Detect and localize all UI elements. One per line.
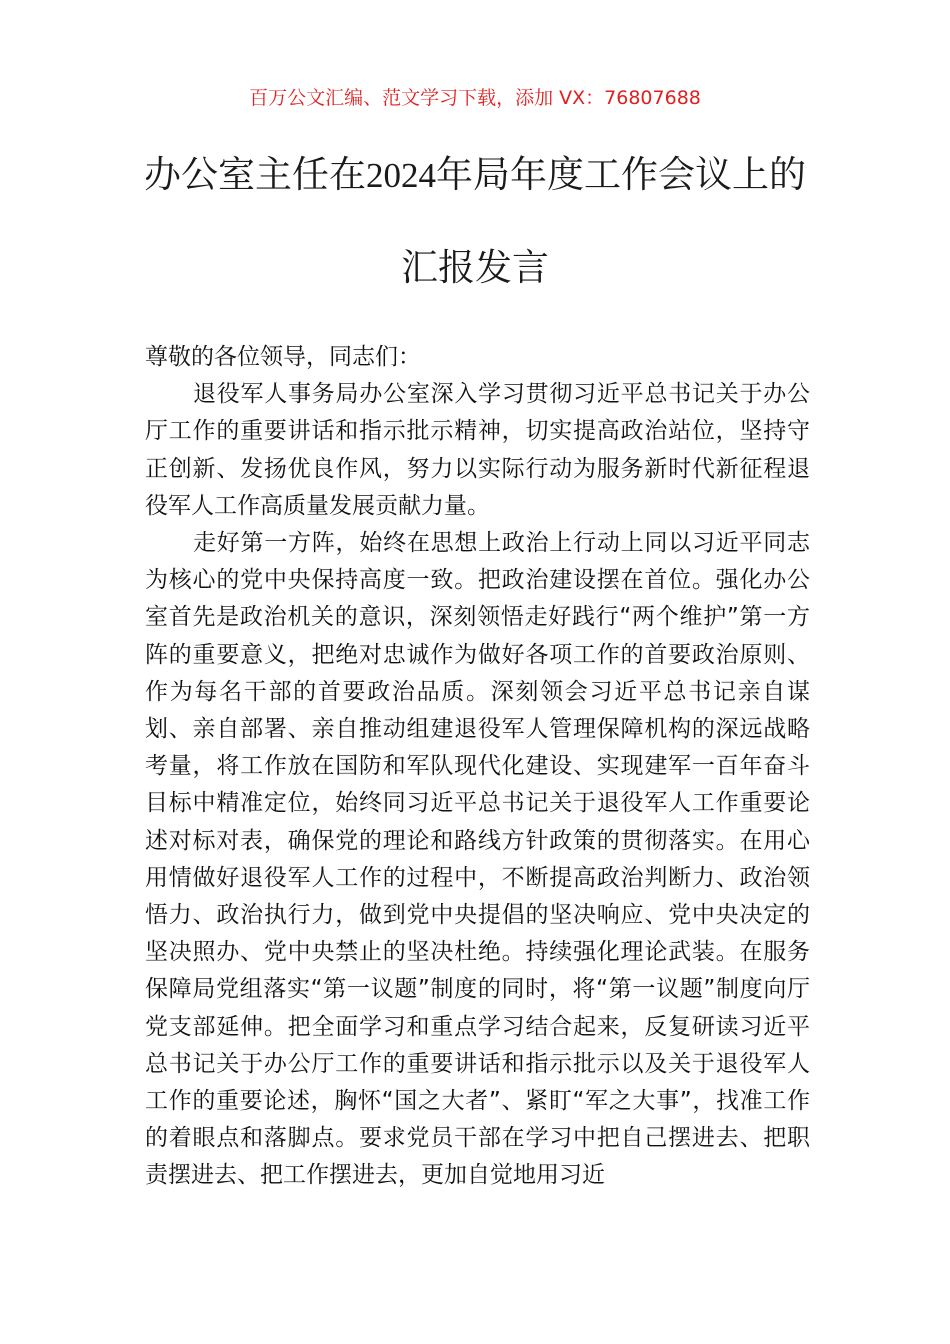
paragraph-2: 走好第一方阵，始终在思想上政治上行动上同以习近平同志为核心的党中央保持高度一致。把政治建设摆在首位。强化办公室首先是政治机关的意识，深刻领悟走好践行“两个维护”第一方阵的重要意义，把绝对忠诚作为做好各项工作的首要政治原则、作为每名干部的首要政治品质。深刻领会习近平总书记亲自谋划、亲自部署、亲自推动组建退役军人管理保障机构的深远战略考量，将工作放在国防和军队现代化建设、实现建军一百年奋斗目标中精准定位，始终同习近平总书记关于退役军人工作重要论述对标对表，确保党的理论和路线方针政策的贯彻落实。在用心用情做好退役军人工作的过程中，不断提高政治判断力、政治领悟力、政治执行力，做到党中央提倡的坚决响应、党中央决定的坚决照办、党中央禁止的坚决杜绝。持续强化理论武装。在服务保障局党组落实“第一议题”制度的同时，将“第一议题”制度向厅党支部延伸。把全面学习和重点学习结合起来，反复研读习近平总书记关于办公厅工作的重要讲话和指示批示以及关于退役军人工作的重要论述，胸怀“国之大者”、紧盯“军之大事”，找准工作的着眼点和落脚点。要求党员干部在学习中把自己摆进去、把职责摆进去、把工作摆进去，更加自觉地用习近 bbox=[145, 530, 810, 1189]
salutation: 尊敬的各位领导，同志们： bbox=[145, 344, 421, 370]
title-text-prefix: 办公室主任在 bbox=[144, 153, 366, 196]
document-body bbox=[145, 339, 810, 1195]
title-year: 2024 bbox=[366, 156, 436, 195]
download-banner: 百万公文汇编、范文学习下载，添加 VX：76807688 bbox=[249, 87, 701, 109]
document-title-line-1 bbox=[100, 152, 850, 199]
title-text-suffix: 年局年度工作会议上的 bbox=[436, 153, 806, 196]
paragraph-1: 退役军人事务局办公室深入学习贯彻习近平总书记关于办公厅工作的重要讲话和指示批示精神，切实提高政治站位，坚持守正创新、发扬优良作风，努力以实际行动为服务新时代新征程退役军人工作高质量发展贡献力量。 bbox=[145, 381, 810, 519]
document-title-line-2: 汇报发言 bbox=[401, 246, 549, 289]
